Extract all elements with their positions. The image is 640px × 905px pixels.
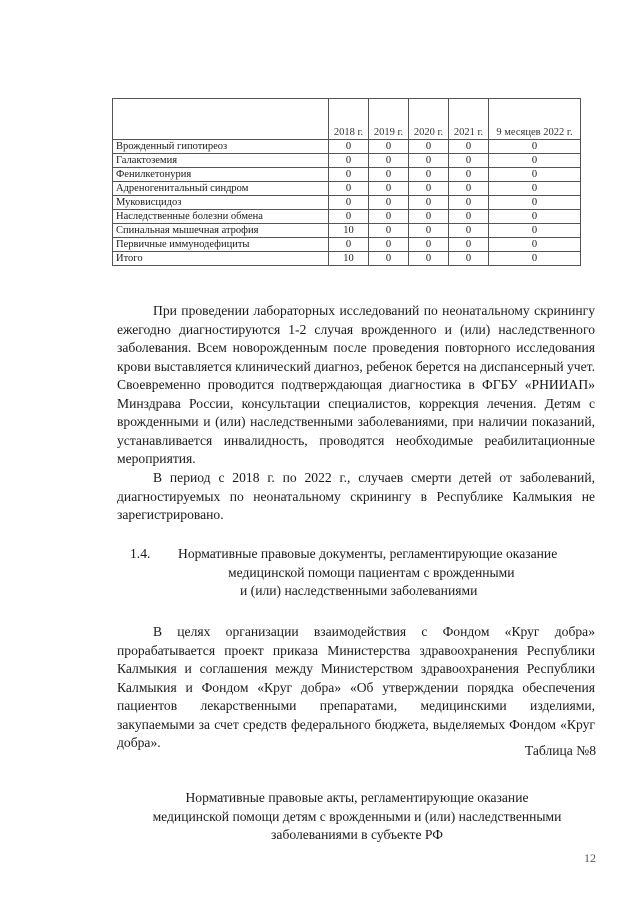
cell-value: 0 — [489, 154, 581, 168]
cell-value: 0 — [409, 140, 449, 154]
row-label: Наследственные болезни обмена — [113, 210, 329, 224]
header-cell: 2018 г. — [329, 99, 369, 140]
cell-value: 0 — [329, 140, 369, 154]
paragraph-krug-dobra: В целях организации взаимодействия с Фондом «Круг добра» прорабатывается проект приказа Министерства здравоохранения Республики Калмыкия и соглашения между Министерством здравоохранения Республики Калмыкия и Фондом «Круг добра» «Об утверждении порядка обеспечения пациентов лекарственными препаратами, медицинскими изделиями, закупаемыми за счет средств федерального бюджета, выделяемых Фондом «Круг добра». — [117, 624, 595, 750]
table-row — [113, 210, 581, 224]
row-label: Фенилкетонурия — [113, 168, 329, 182]
table-title — [117, 789, 597, 845]
cell-value: 10 — [329, 252, 369, 266]
cell-value: 0 — [409, 210, 449, 224]
table-title-line: медицинской помощи детям с врожденными и (или) наследственными — [152, 808, 562, 824]
cell-value: 0 — [409, 252, 449, 266]
header-cell — [113, 99, 329, 140]
cell-value: 0 — [369, 140, 409, 154]
paragraph-no-deaths: В период с 2018 г. по 2022 г., случаев смерти детей от заболеваний, диагностируемых по неонатальному скринингу в Республике Калмыкия не зарегистрировано. — [117, 470, 595, 522]
row-label: Адреногенитальный синдром — [113, 182, 329, 196]
cell-value: 0 — [489, 252, 581, 266]
section-title-line: медицинской помощи пациентам с врожденными — [228, 564, 515, 580]
cell-value: 0 — [409, 182, 449, 196]
cell-value: 0 — [409, 154, 449, 168]
table-row — [113, 238, 581, 252]
cell-value: 0 — [369, 196, 409, 210]
cell-value: 0 — [489, 196, 581, 210]
section-title-line: Нормативные правовые документы, регламентирующие оказание — [178, 546, 558, 561]
header-cell: 9 месяцев 2022 г. — [489, 99, 581, 140]
cell-value: 0 — [369, 238, 409, 252]
row-label: Спинальная мышечная атрофия — [113, 224, 329, 238]
cell-value: 0 — [489, 140, 581, 154]
cell-value: 0 — [449, 154, 489, 168]
cell-value: 0 — [329, 210, 369, 224]
section-title-line: и (или) наследственными заболеваниями — [240, 583, 478, 598]
cell-value: 0 — [369, 182, 409, 196]
table-title-line: заболеваниями в субъекте РФ — [271, 827, 443, 842]
cell-value: 0 — [329, 238, 369, 252]
cell-value: 0 — [449, 224, 489, 238]
cell-value: 0 — [409, 224, 449, 238]
cell-value: 10 — [329, 224, 369, 238]
screening-statistics-table — [112, 98, 581, 266]
table-row-total — [113, 252, 581, 266]
page-number: 12 — [584, 851, 596, 865]
cell-value: 0 — [369, 252, 409, 266]
cell-value: 0 — [369, 168, 409, 182]
table-row — [113, 196, 581, 210]
cell-value: 0 — [489, 238, 581, 252]
cell-value: 0 — [489, 210, 581, 224]
cell-value: 0 — [449, 252, 489, 266]
table-row — [113, 224, 581, 238]
cell-value: 0 — [449, 196, 489, 210]
table-header-row — [113, 99, 581, 140]
cell-value: 0 — [409, 196, 449, 210]
row-label: Муковисцидоз — [113, 196, 329, 210]
table-row — [113, 182, 581, 196]
row-label: Врожденный гипотиреоз — [113, 140, 329, 154]
header-cell: 2019 г. — [369, 99, 409, 140]
cell-value: 0 — [369, 154, 409, 168]
cell-value: 0 — [449, 168, 489, 182]
cell-value: 0 — [329, 168, 369, 182]
cell-value: 0 — [369, 210, 409, 224]
header-cell: 2021 г. — [449, 99, 489, 140]
cell-value: 0 — [449, 210, 489, 224]
table-row — [113, 140, 581, 154]
cell-value: 0 — [409, 168, 449, 182]
cell-value: 0 — [329, 182, 369, 196]
table-label: Таблица №8 — [524, 743, 596, 758]
cell-value: 0 — [489, 168, 581, 182]
cell-value: 0 — [329, 196, 369, 210]
row-label: Первичные иммунодефициты — [113, 238, 329, 252]
cell-value: 0 — [449, 182, 489, 196]
table-row — [113, 154, 581, 168]
paragraph-screening-results: При проведении лабораторных исследований по неонатальному скринингу ежегодно диагностируются 1-2 случая врожденного и (или) наследственного заболевания. Всем новорожденным после проведения повторного исследования крови выставляется клинический диагноз, ребенок берется на диспансерный учет. Своевременно проводится подтверждающая диагностика в ФГБУ «РНИИАП» Минздрава России, консультации специалистов, коррекция лечения. Детям с врожденными и (или) наследственными заболеваниями, при наличии показаний, устанавливается инвалидность, проводятся необходимые реабилитационные мероприятия. — [117, 303, 595, 466]
row-label: Итого — [113, 252, 329, 266]
table-title-line: Нормативные правовые акты, регламентирующие оказание — [185, 790, 529, 805]
row-label: Галактоземия — [113, 154, 329, 168]
cell-value: 0 — [489, 182, 581, 196]
cell-value: 0 — [449, 238, 489, 252]
cell-value: 0 — [329, 154, 369, 168]
cell-value: 0 — [409, 238, 449, 252]
cell-value: 0 — [489, 224, 581, 238]
cell-value: 0 — [449, 140, 489, 154]
table-row — [113, 168, 581, 182]
header-cell: 2020 г. — [409, 99, 449, 140]
section-number: 1.4. — [130, 546, 151, 561]
cell-value: 0 — [369, 224, 409, 238]
